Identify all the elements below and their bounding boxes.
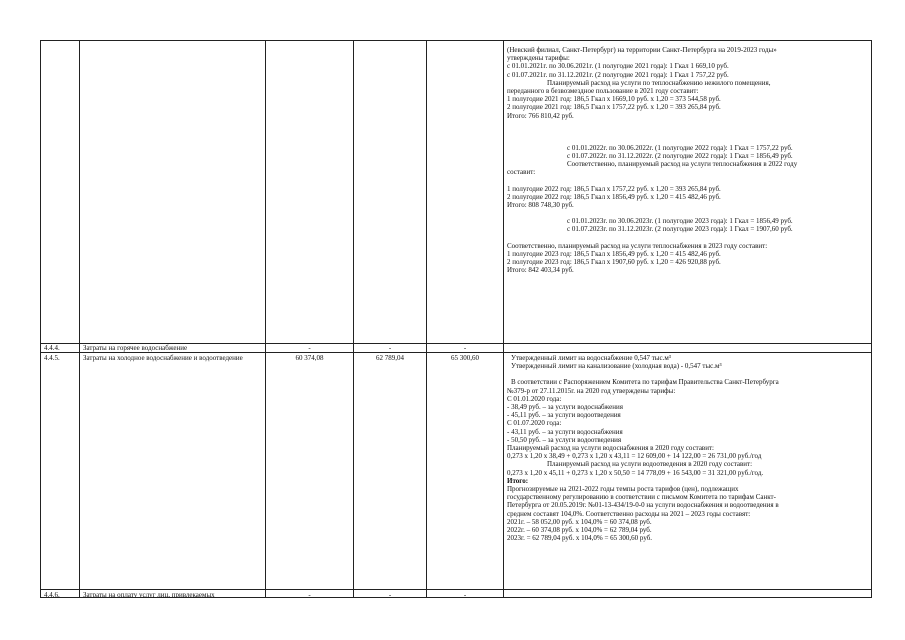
text-line: 1 полугодие 2022 год: 186,5 Гкал х 1757,22 руб. х 1,20 = 393 265,84 руб.	[507, 184, 721, 193]
text-line: 0,273 х 1,20 х 45,11 + 0,273 х 1,20 х 50,50 = 14 778,09 + 16 543,00 = 31 321,00 руб./год.	[507, 468, 764, 477]
text-line: среднем составят 104,0%. Соответственно расходы на 2021 – 2023 годы составят:	[507, 509, 751, 518]
row-number: 4.4.5.	[44, 354, 60, 362]
text-line: 2023г. = 62 789,04 руб. х 104,0% = 65 300,60 руб.	[507, 534, 653, 543]
value-2022: 62 789,04	[376, 354, 404, 362]
text-line: - 38,49 руб. – за услуги водоснабжения	[507, 403, 623, 412]
text-line: С 01.07.2020 года:	[507, 419, 562, 428]
value-2023: 65 300,60	[451, 354, 479, 362]
text-line: Прогнозируемые на 2021-2022 годы темпы роста тарифов (цен), подлежащих	[507, 485, 739, 494]
value-2021: -	[308, 591, 311, 598]
column-divider	[265, 41, 266, 597]
row-title: Затраты на холодное водоснабжение и водоотведение	[83, 354, 243, 362]
row-title: Затраты на горячее водоснабжение	[83, 344, 188, 352]
text-line: Утвержденный лимит на водоснабжение 0,547 тыс.м³	[511, 354, 671, 362]
row-title: Затраты на оплату услуг лиц, привлекаемых	[83, 591, 215, 598]
value-2021: -	[308, 344, 311, 352]
text-line: с 01.07.2022г. по 31.12.2022г. (2 полугодие 2022 года): 1 Гкал = 1856,49 руб.	[567, 152, 793, 161]
value-2021: 60 374,08	[295, 354, 324, 362]
row-number: 4.4.6.	[44, 591, 60, 598]
heating-cost-description	[504, 45, 872, 341]
value-2022: -	[388, 344, 392, 352]
row-number: 4.4.4.	[44, 344, 60, 352]
text-line: с 01.07.2023г. по 31.12.2023г. (2 полугодие 2023 года): 1 Гкал = 1907,60 руб.	[567, 225, 793, 234]
text-line: Соответственно, планируемый расход на услуги теплоснабжения в 2022 году	[567, 160, 798, 169]
text-line: 1 полугодие 2021 год: 186,5 Гкал х 1669,10 руб. х 1,20 = 373 544,58 руб.	[507, 95, 721, 104]
text-line: утверждены тарифы:	[507, 54, 570, 63]
column-divider	[353, 41, 354, 597]
text-line: переданного в безвозмездное пользование в 2021 году составит:	[507, 87, 699, 96]
text-line: Петербурга от 20.05.2019г. №01-13-434/19-0-0 на услуги водоснабжения и водоотведения в	[507, 501, 779, 510]
text-line: С 01.01.2020 года:	[507, 394, 562, 403]
water-cost-description	[504, 353, 872, 589]
text-line: с 01.01.2023г. по 30.06.2023г. (1 полугодие 2023 года): 1 Гкал = 1856,49 руб.	[567, 217, 793, 226]
text-line: с 01.07.2021г. по 31.12.2021г. (2 полугодие 2021 года): 1 Гкал 1 757,22 руб.	[507, 70, 729, 79]
text-line: Утвержденный лимит на канализование (холодная вода) - 0,547 тыс.м³	[511, 362, 722, 371]
text-line: №379-р от 27.11.2015г. на 2020 год утверждены тарифы:	[507, 386, 676, 395]
text-line: Итого: 842 403,34 руб.	[507, 266, 574, 275]
text-line: Планируемый расход на услуги водоотведения в 2020 году составит:	[547, 460, 753, 469]
text-line: 2 полугодие 2023 год: 186,5 Гкал х 1907,60 руб. х 1,20 = 426 920,88 руб.	[507, 258, 721, 267]
text-line: Планируемый расход на услуги водоснабжения в 2020 году составит:	[507, 444, 714, 453]
text-line: - 45,11 руб. – за услуги водоотведения	[507, 411, 621, 420]
text-line: В соответствии с Распоряжением Комитета по тарифам Правительства Санкт-Петербурга	[511, 378, 779, 387]
text-line: 2 полугодие 2022 год: 186,5 Гкал х 1856,49 руб. х 1,20 = 415 482,46 руб.	[507, 192, 721, 201]
column-divider	[426, 41, 427, 597]
text-line: 1 полугодие 2023 год: 186,5 Гкал х 1856,49 руб. х 1,20 = 415 482,46 руб.	[507, 249, 721, 258]
text-line: Итого: 808 748,30 руб.	[507, 201, 574, 210]
text-line: (Невский филиал, Санкт-Петербург) на территории Санкт-Петербурга на 2019-2023 годы»	[507, 46, 777, 54]
text-line: - 50,50 руб. – за услуги водоотведения	[507, 435, 622, 444]
column-divider	[79, 41, 80, 597]
value-2023: -	[463, 344, 467, 352]
text-line: 2021г. – 58 052,00 руб. х 104,0% = 60 374,08 руб.	[507, 517, 652, 526]
text-line: - 43,11 руб. – за услуги водоснабжения	[507, 427, 623, 436]
text-line: 2 полугодие 2021 год: 186,5 Гкал х 1757,22 руб. х 1,20 = 393 265,84 руб.	[507, 103, 721, 112]
text-line: составит:	[507, 168, 536, 177]
document-table	[40, 40, 872, 598]
text-line: с 01.01.2022г. по 30.06.2022г. (1 полугодие 2022 года): 1 Гкал = 1757,22 руб.	[567, 143, 793, 152]
text-line: с 01.01.2021г. по 30.06.2021г. (1 полугодие 2021 года): 1 Гкал 1 669,10 руб.	[507, 62, 729, 71]
text-line: 2022г. – 60 374,08 руб. х 104,0% = 62 789,04 руб.	[507, 526, 652, 535]
text-line: Планируемый расход на услуги по теплоснабжению нежилого помещения,	[547, 78, 771, 87]
text-line: Соответственно, планируемый расход на услуги теплоснабжения в 2023 году составит:	[507, 241, 768, 250]
text-line: государственному регулированию в соответствии с письмом Комитета по тарифам Санкт-	[507, 493, 776, 502]
text-line: Итого: 766 810,42 руб.	[507, 111, 574, 120]
text-line: Итого:	[507, 476, 529, 485]
value-2022: -	[388, 591, 392, 598]
value-2023: -	[463, 591, 467, 598]
text-line: 0,273 х 1,20 х 38,49 + 0,273 х 1,20 х 43,11 = 12 609,00 + 14 122,00 = 26 731,00 руб./год	[507, 452, 762, 461]
